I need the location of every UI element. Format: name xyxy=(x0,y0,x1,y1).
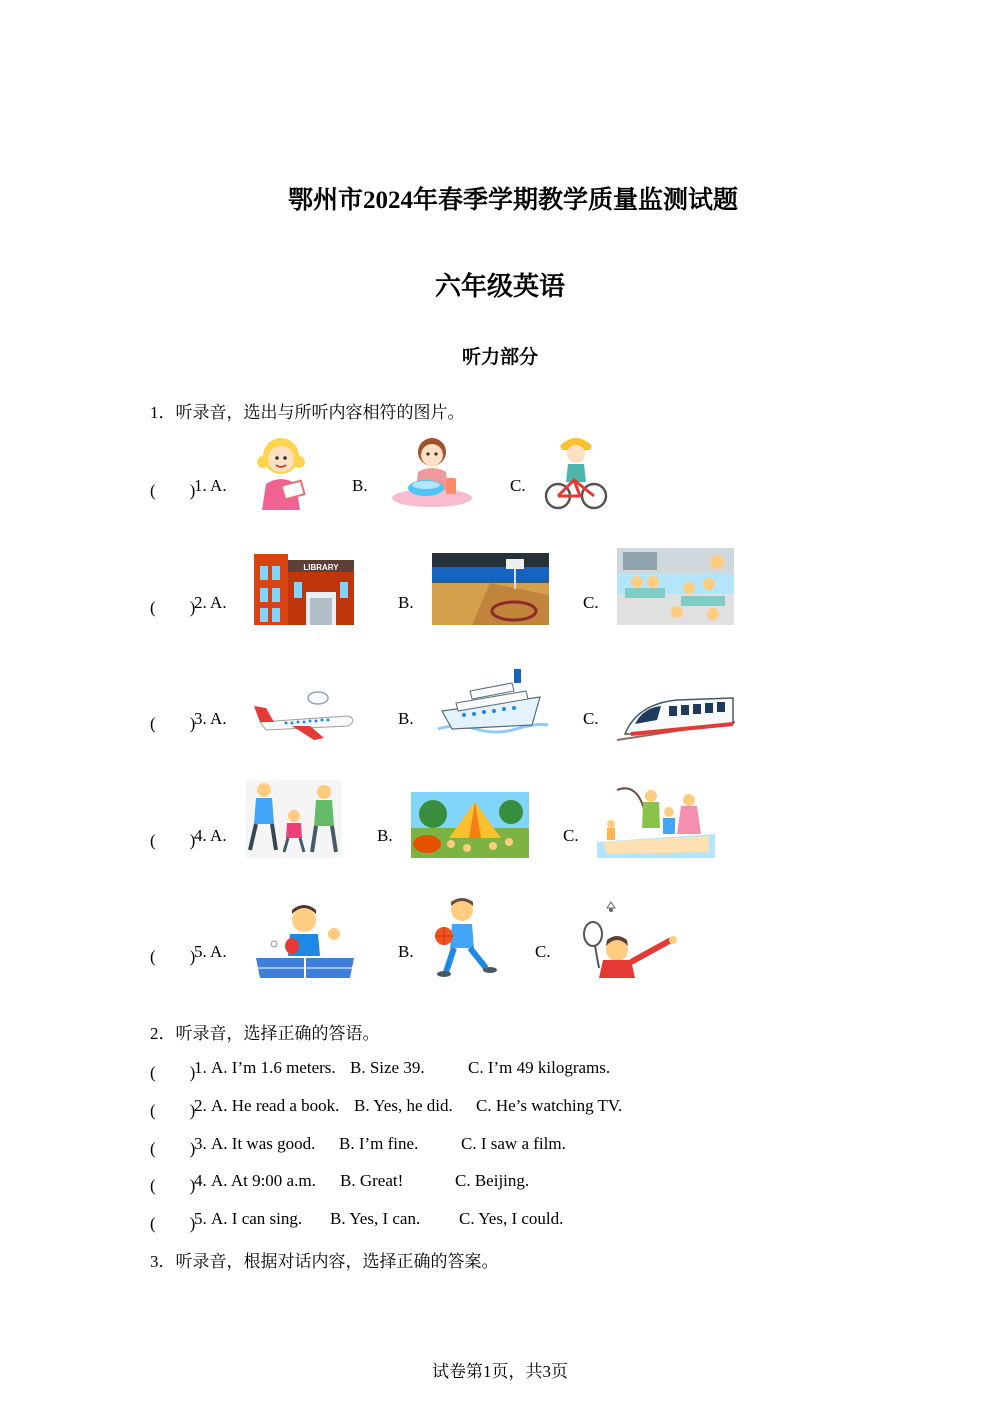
item-number: 1. A. xyxy=(194,476,227,495)
girl-washing-clothes-icon xyxy=(390,432,474,510)
list-item xyxy=(150,1058,611,1083)
option-c-label: C. xyxy=(583,593,599,612)
option-c-label: C. xyxy=(535,942,551,961)
answer-paren: ( ) xyxy=(150,1063,196,1082)
camping-icon xyxy=(411,792,529,858)
option-c: C. Beijing. xyxy=(455,1171,530,1190)
option-a: A. It was good. xyxy=(211,1134,316,1153)
option-a: A. He read a book. xyxy=(211,1096,340,1115)
option-b: B. Yes, he did. xyxy=(354,1096,453,1115)
option-b-label: B. xyxy=(398,709,414,728)
exam-title: 鄂州市2024年春季学期教学质量监测试题 xyxy=(288,187,739,214)
gym-court-icon xyxy=(432,553,549,625)
option-b-label: B. xyxy=(398,593,414,612)
option-c-label: C. xyxy=(583,709,599,728)
answer-paren: ( ) xyxy=(150,598,196,617)
list-item xyxy=(150,1171,530,1196)
exam-subtitle: 六年级英语 xyxy=(434,272,565,301)
train-icon xyxy=(617,686,735,742)
option-c: C. I saw a film. xyxy=(461,1134,566,1153)
part2-heading: 2．听录音，选择正确的答语。 xyxy=(150,1024,380,1043)
item-number: 5. xyxy=(194,1209,207,1228)
boy-ping-pong-icon xyxy=(252,902,358,978)
boy-basketball-icon xyxy=(432,896,500,978)
option-a: A. I can sing. xyxy=(211,1209,303,1228)
classroom-icon xyxy=(617,548,734,625)
option-a: A. I’m 1.6 meters. xyxy=(211,1058,336,1077)
option-b-label: B. xyxy=(398,942,414,961)
ship-icon xyxy=(436,667,548,741)
item-number: 3. A. xyxy=(194,709,227,728)
family-fishing-icon xyxy=(597,782,715,858)
part1-heading: 1．听录音，选出与所听内容相符的图片。 xyxy=(150,403,465,422)
item-number: 4. xyxy=(194,1171,207,1190)
item-number: 2. xyxy=(194,1096,207,1115)
list-item xyxy=(150,1209,564,1234)
answer-paren: ( ) xyxy=(150,481,196,500)
answer-paren: ( ) xyxy=(150,947,196,966)
option-b: B. I’m fine. xyxy=(339,1134,419,1153)
option-b: B. Yes, I can. xyxy=(330,1209,421,1228)
answer-paren: ( ) xyxy=(150,1101,196,1120)
page-footer: 试卷第1页，共3页 xyxy=(432,1362,568,1381)
item-number: 1. xyxy=(194,1058,207,1077)
option-b: B. Great! xyxy=(340,1171,404,1190)
item-number: 3. xyxy=(194,1134,207,1153)
option-b: B. Size 39. xyxy=(350,1058,425,1077)
list-item xyxy=(150,1134,566,1159)
answer-paren: ( ) xyxy=(150,714,196,733)
option-b-label: B. xyxy=(377,826,393,845)
section-title: 听力部分 xyxy=(461,347,538,368)
option-b-label: B. xyxy=(352,476,368,495)
option-a: A. At 9:00 a.m. xyxy=(211,1171,316,1190)
family-skating-icon xyxy=(246,780,342,858)
option-c-label: C. xyxy=(563,826,579,845)
boy-badminton-icon xyxy=(581,898,677,978)
list-item xyxy=(150,1096,623,1121)
option-c: C. He’s watching TV. xyxy=(476,1096,623,1115)
item-number: 4. A. xyxy=(194,826,227,845)
option-c-label: C. xyxy=(510,476,526,495)
part3-heading: 3．听录音，根据对话内容，选择正确的答案。 xyxy=(150,1252,499,1271)
plane-icon xyxy=(252,686,360,740)
answer-paren: ( ) xyxy=(150,1176,196,1195)
option-c: C. I’m 49 kilograms. xyxy=(468,1058,611,1077)
answer-paren: ( ) xyxy=(150,1214,196,1233)
answer-paren: ( ) xyxy=(150,1139,196,1158)
answer-paren: ( ) xyxy=(150,831,196,850)
item-number: 2. A. xyxy=(194,593,227,612)
library-sign-text: LIBRARY xyxy=(303,563,339,572)
girl-riding-bike-icon xyxy=(544,430,608,510)
item-number: 5. A. xyxy=(194,942,227,961)
option-c: C. Yes, I could. xyxy=(459,1209,564,1228)
girl-reading-icon xyxy=(246,432,316,510)
library-building-icon xyxy=(252,552,356,625)
